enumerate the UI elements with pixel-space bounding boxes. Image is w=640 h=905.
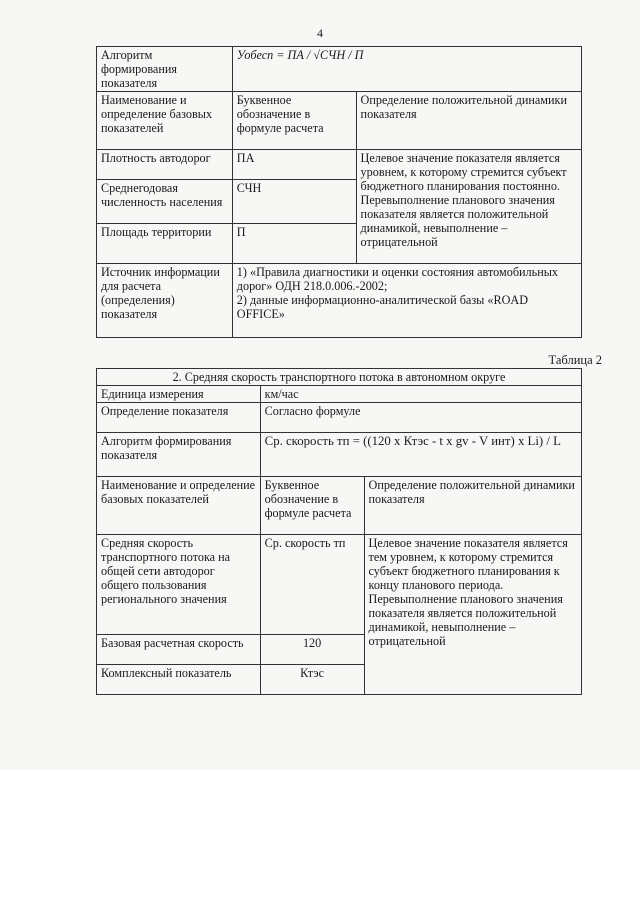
row-letter: ПА [232,150,356,180]
header-letter: Буквенное обозначение в формуле расчета [260,477,364,535]
header-dynamics: Определение положительной динамики показателя [356,92,581,150]
unit-label: Единица измерения [97,386,261,403]
row-name: Базовая расчетная скорость [97,635,261,665]
dynamics-text: Целевое значение показателя является уровнем, к которому стремится субъект бюджетного планирования постоянно. Перевыполнение планового значения показателя является положительной динамикой, невыполнение – отрицательной [356,150,581,264]
table-row [97,92,582,150]
header-name: Наименование и определение базовых показателей [97,477,261,535]
indicator-table-1 [96,46,582,338]
table-row [97,386,582,403]
indicator-table-2 [96,368,582,695]
row-letter: Ктэс [260,665,364,695]
table-row [97,264,582,338]
row-name: Комплексный показатель [97,665,261,695]
header-dynamics: Определение положительной динамики показателя [364,477,581,535]
table-row [97,369,582,386]
row-name: Среднегодовая численность населения [97,180,233,224]
algorithm-label: Алгоритм формирования показателя [97,47,233,92]
row-name: Плотность автодорог [97,150,233,180]
table-row [97,433,582,477]
dynamics-text: Целевое значение показателя является тем уровнем, к которому стремится субъект бюджетного планирования к концу планового периода. Перевыполнение планового значения показателя является положительной динамикой, невыполнение – отрицательной [364,535,581,695]
source-label: Источник информации для расчета (определения) показателя [97,264,233,338]
row-value: 120 [260,635,364,665]
row-name: Площадь территории [97,224,233,264]
definition-value: Согласно формуле [260,403,581,433]
table-caption: Таблица 2 [548,353,602,367]
table-row [97,403,582,433]
row-letter: СЧН [232,180,356,224]
source-item-1: 1) «Правила диагностики и оценки состояния автомобильных дорог» ОДН 218.0.006.-2002; [236,265,559,293]
page-number: 4 [317,26,323,40]
header-letter: Буквенное обозначение в формуле расчета [232,92,356,150]
source-item-2: 2) данные информационно-аналитической базы «ROAD OFFICE» [236,293,529,321]
table-row [97,535,582,635]
row-letter: Ср. скорость тп [260,535,364,635]
table-title: 2. Средняя скорость транспортного потока в автономном округе [97,369,582,386]
table-row [97,47,582,92]
algorithm-formula: Уобесп = ПА / √СЧН / П [232,47,581,92]
blank-area [0,770,640,905]
header-name: Наименование и определение базовых показателей [97,92,233,150]
definition-label: Определение показателя [97,403,261,433]
algorithm-label: Алгоритм формирования показателя [97,433,261,477]
table-row [97,150,582,180]
row-letter: П [232,224,356,264]
row-name: Средняя скорость транспортного потока на общей сети автодорог общего пользования регионального значения [97,535,261,635]
source-text [232,264,581,338]
table-row [97,477,582,535]
algorithm-formula: Ср. скорость тп = ((120 x Ктэс - t x gv - V инт) x Li) / L [260,433,581,477]
unit-value: км/час [260,386,581,403]
